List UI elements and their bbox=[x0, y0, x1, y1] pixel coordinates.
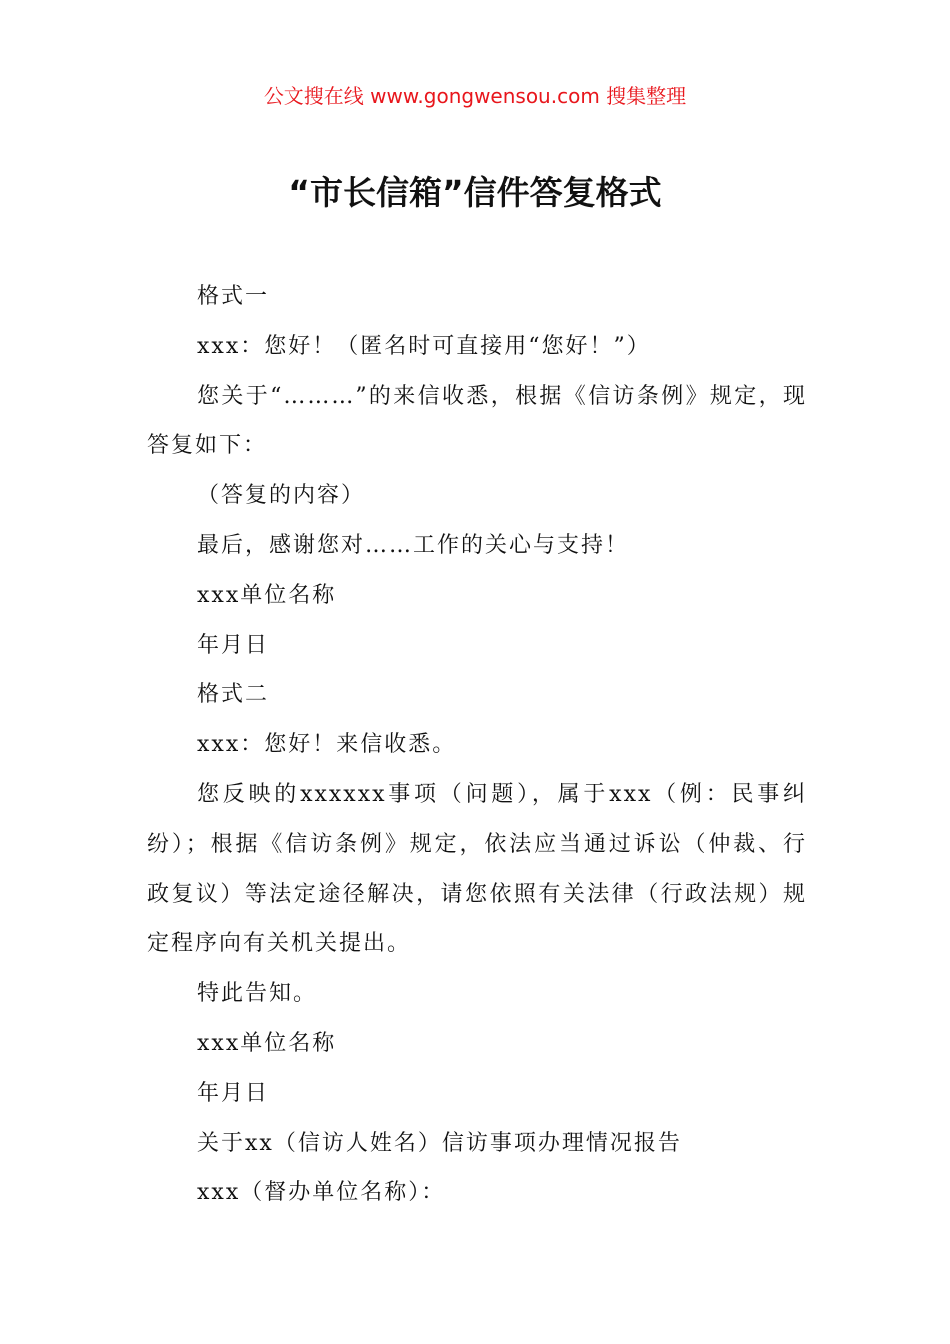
document-body bbox=[147, 272, 807, 1218]
source-watermark: 公文搜在线 www.gongwensou.com 搜集整理 bbox=[263, 84, 687, 108]
notice-paragraph: 特此告知。 bbox=[197, 981, 318, 1007]
closing-paragraph: 最后，感谢您对……工作的关心与支持！ bbox=[197, 532, 630, 558]
body-paragraph: 您关于“………”的来信收悉，根据《信访条例》规定，现答复如下： bbox=[147, 383, 807, 459]
body-paragraph: 您反映的xxxxxx事项（问题），属于xxx（例：民事纠纷）；根据《信访条例》规定，依法应当通过诉讼（仲裁、行政复议）等法定途径解决，请您依照有关法律（行政法规）规定程序向有关机关提出。 bbox=[147, 781, 807, 957]
salutation-paragraph: xxx：您好！来信收悉。 bbox=[197, 732, 457, 758]
addressee-paragraph: xxx（督办单位名称）： bbox=[197, 1180, 446, 1206]
format-one-heading: 格式一 bbox=[197, 284, 270, 309]
signature-unit: xxx单位名称 bbox=[197, 582, 337, 608]
salutation-paragraph: xxx：您好！（匿名时可直接用“您好！”） bbox=[197, 333, 651, 359]
signature-date: 年月日 bbox=[197, 1080, 270, 1106]
document-title: “市长信箱”信件答复格式 bbox=[288, 173, 662, 212]
report-heading: 关于xx（信访人姓名）信访事项办理情况报告 bbox=[197, 1130, 682, 1156]
signature-date: 年月日 bbox=[197, 632, 270, 658]
signature-unit: xxx单位名称 bbox=[197, 1030, 337, 1056]
format-two-heading: 格式二 bbox=[197, 682, 270, 708]
reply-content-placeholder: （答复的内容） bbox=[197, 483, 366, 509]
